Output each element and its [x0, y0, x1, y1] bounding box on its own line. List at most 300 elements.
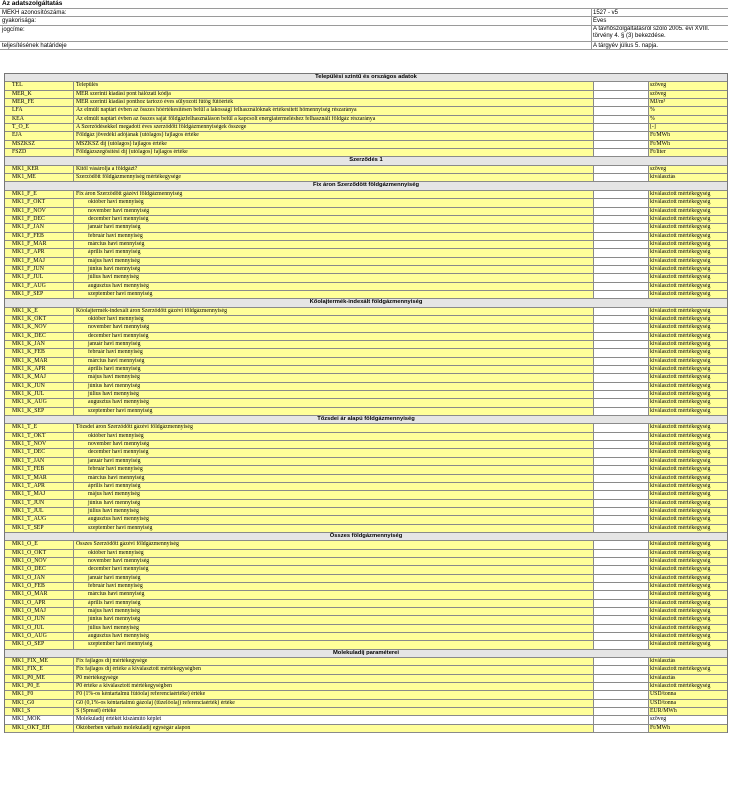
field-unit: szöveg: [650, 82, 667, 89]
field-description: június havi mennyiség: [88, 616, 141, 623]
value-input-cell[interactable]: [594, 625, 648, 632]
value-input-cell[interactable]: [594, 283, 648, 290]
value-input-cell[interactable]: [594, 541, 648, 548]
field-unit: kiválasztott mértékegység: [650, 357, 711, 364]
field-unit: kiválasztott mértékegység: [650, 265, 711, 272]
value-input-cell[interactable]: [594, 266, 648, 273]
table-row: [4, 233, 728, 241]
field-code: MK1_F_JUL: [12, 274, 44, 281]
value-input-cell[interactable]: [594, 132, 648, 139]
field-description: Földgázszegősítési díj (utólagos) fajlagos értéke: [76, 149, 188, 156]
value-input-cell[interactable]: [594, 558, 648, 565]
field-description: április havi mennyiség: [88, 599, 141, 606]
field-unit: kiválasztott mértékegység: [650, 399, 711, 406]
value-input-cell[interactable]: [594, 107, 648, 114]
field-description: G0 (0,1%-os kéntartalmú gázolaj (tüzelőolaj) referenciaérték) értéke: [76, 699, 235, 706]
field-description: augusztus havi mennyiség: [88, 516, 149, 523]
field-unit: kiválasztott mértékegység: [650, 307, 711, 314]
value-input-cell[interactable]: [594, 475, 648, 482]
field-code: MK1_T_JAN: [12, 457, 45, 464]
field-unit: Ft/MWh: [650, 132, 670, 139]
field-description: október havi mennyiség: [88, 315, 144, 322]
field-unit: kiválasztott mértékegység: [650, 541, 711, 548]
value-input-cell[interactable]: [594, 591, 648, 598]
field-code: MK1_F_OKT: [12, 199, 46, 206]
field-code: MER_K: [12, 90, 32, 97]
field-description: január havi mennyiség: [88, 341, 141, 347]
value-input-cell[interactable]: [594, 191, 648, 198]
table-row: [4, 658, 728, 666]
header-value: 1527 - v5: [593, 9, 619, 16]
field-description: június havi mennyiség: [88, 499, 141, 506]
table-row: [4, 274, 728, 282]
field-description: augusztus havi mennyiség: [88, 399, 149, 406]
table-row: [4, 383, 728, 391]
field-unit: szöveg: [650, 716, 667, 723]
table-row: [4, 283, 728, 291]
value-input-cell[interactable]: [594, 258, 648, 265]
field-unit: kiválasztott mértékegység: [650, 608, 711, 614]
field-description: Kőolajtermék-indexált áron Szerződött gázévi földgázmennyiség: [76, 307, 227, 314]
field-code: MK1_F_MAJ: [12, 257, 45, 264]
table-row: [4, 641, 728, 649]
field-code: MK1_T_MAR: [12, 474, 47, 481]
table-row: [4, 525, 728, 533]
table-row: [4, 541, 728, 549]
table-row: [4, 625, 728, 633]
header-title-row: [0, 0, 728, 9]
field-unit: kiválasztott mértékegység: [650, 190, 711, 197]
value-input-cell[interactable]: [594, 216, 648, 223]
value-input-cell[interactable]: [594, 516, 648, 523]
table-row: [4, 82, 728, 90]
field-description: október havi mennyiség: [88, 549, 144, 556]
field-description: december havi mennyiség: [88, 215, 149, 222]
value-input-cell[interactable]: [594, 633, 648, 640]
table-row: [4, 174, 728, 182]
value-input-cell[interactable]: [594, 174, 648, 181]
value-input-cell[interactable]: [594, 124, 648, 131]
field-unit: kiválasztott mértékegység: [650, 240, 711, 247]
table-row: [4, 291, 728, 299]
field-unit: Ft/MWh: [650, 724, 670, 731]
field-unit: kiválasztott mértékegység: [650, 499, 711, 506]
table-row: [4, 324, 728, 332]
field-unit: kiválasztott mértékegység: [650, 432, 711, 439]
field-description: június havi mennyiség: [88, 382, 141, 389]
field-description: augusztus havi mennyiség: [88, 282, 149, 289]
field-description: Októberben várható molekuladíj egységár alapon: [76, 724, 191, 731]
table-row: [4, 308, 728, 316]
value-input-cell[interactable]: [594, 324, 648, 331]
table-row: [4, 433, 728, 441]
field-unit: kiválasztott mértékegység: [650, 624, 711, 631]
value-input-cell[interactable]: [594, 550, 648, 557]
header-value: A tárgyév július 5. napja.: [593, 42, 659, 49]
field-code: MK1_K_FEB: [12, 349, 45, 356]
field-unit: kiválasztott mértékegység: [650, 341, 711, 347]
section-header: [4, 650, 728, 658]
value-input-cell[interactable]: [594, 583, 648, 590]
field-description: MER szerinti kiadási pont hálózati kódja: [76, 90, 171, 97]
field-code: MK1_Ö_JAN: [12, 574, 45, 581]
field-description: március havi mennyiség: [88, 591, 145, 598]
header-row: [0, 42, 728, 51]
table-row: [4, 441, 728, 449]
field-unit: kiválasztott mértékegység: [650, 199, 711, 206]
field-code: MK1_T_MAJ: [12, 491, 46, 498]
field-description: Fix fajlagos díj mértékegysége: [76, 658, 148, 665]
field-code: MER_FÉ: [12, 99, 35, 106]
value-input-cell[interactable]: [594, 308, 648, 315]
field-unit: kiválasztott mértékegység: [650, 324, 711, 331]
field-unit: kiválasztott mértékegység: [650, 249, 711, 256]
value-input-cell[interactable]: [594, 566, 648, 573]
section-title: Összes földgázmennyiség: [329, 532, 403, 539]
field-description: S (Spread) értéke: [76, 708, 117, 715]
value-input-cell[interactable]: [594, 458, 648, 465]
value-input-cell[interactable]: [594, 491, 648, 498]
table-row: [4, 491, 728, 499]
header-label: gyakorisága:: [2, 18, 37, 24]
table-row: [4, 241, 728, 249]
value-input-cell[interactable]: [594, 241, 648, 248]
field-code: MK1_T_SEP: [12, 524, 44, 531]
value-input-cell[interactable]: [594, 449, 648, 456]
field-description: május havi mennyiség: [88, 374, 140, 381]
section-header: [4, 182, 728, 190]
field-unit: kiválasztott mértékegység: [650, 290, 711, 297]
value-input-cell[interactable]: [594, 675, 648, 682]
field-code: MK1_F_JAN: [12, 224, 44, 231]
value-input-cell[interactable]: [594, 466, 648, 473]
field-description: november havi mennyiség: [88, 324, 150, 331]
value-input-cell[interactable]: [594, 274, 648, 281]
field-code: MK1_Ö_AUG: [12, 633, 47, 640]
field-code: MK1_K_E: [12, 307, 38, 314]
table-row: [4, 666, 728, 674]
field-unit: kiválasztott mértékegység: [650, 633, 711, 640]
field-unit: USD/tonna: [650, 691, 677, 698]
field-description: december havi mennyiség: [88, 566, 149, 573]
field-description: MSZKSZ díj (utólagos) fajlagos értéke: [76, 140, 167, 147]
value-input-cell[interactable]: [594, 616, 648, 623]
field-code: MK1_F_MAR: [12, 240, 47, 247]
field-code: MK1_T_DEC: [12, 449, 46, 456]
field-unit: kiválasztott mértékegység: [650, 349, 711, 356]
table-row: [4, 449, 728, 457]
field-code: MK1_K_MAR: [12, 357, 48, 364]
table-row: [4, 208, 728, 216]
field-description: október havi mennyiség: [88, 432, 144, 439]
field-code: MK1_Ö_OKT: [12, 549, 47, 556]
header-label: jogcíme:: [2, 26, 25, 33]
table-row: [4, 575, 728, 583]
field-code: MK1_K_DEC: [12, 332, 46, 339]
field-description: március havi mennyiség: [88, 357, 145, 364]
field-description: július havi mennyiség: [88, 274, 139, 281]
value-input-cell[interactable]: [594, 683, 648, 690]
field-unit: %: [650, 107, 655, 114]
value-input-cell[interactable]: [594, 500, 648, 507]
value-input-cell[interactable]: [594, 358, 648, 365]
field-description: június havi mennyiség: [88, 265, 141, 272]
field-unit: kiválasztott mértékegység: [650, 466, 711, 473]
table-row: [4, 583, 728, 591]
field-unit: kiválasztott mértékegység: [650, 424, 711, 431]
field-description: január havi mennyiség: [88, 457, 141, 464]
field-description: július havi mennyiség: [88, 624, 139, 631]
value-input-cell[interactable]: [594, 708, 648, 715]
field-unit: kiválasztott mértékegység: [650, 207, 711, 214]
field-code: MK1_K_JUN: [12, 382, 45, 389]
field-code: MK1_F_APR: [12, 249, 45, 256]
field-description: Település: [76, 82, 99, 89]
field-description: október havi mennyiség: [88, 199, 144, 206]
field-code: MK1_K_AUG: [12, 399, 47, 406]
value-input-cell[interactable]: [594, 433, 648, 440]
value-input-cell[interactable]: [594, 99, 648, 106]
table-row: [4, 99, 728, 107]
table-row: [4, 683, 728, 691]
field-unit: kiválasztott mértékegység: [650, 599, 711, 606]
field-description: december havi mennyiség: [88, 332, 149, 339]
table-row: [4, 725, 728, 733]
field-code: MK1_T_NOV: [12, 441, 47, 448]
field-unit: kiválasztott mértékegység: [650, 215, 711, 222]
field-description: Az elmúlt naptári évben az összes hőértékesítésen belül a lakossági felhasználóknak értékesített hőmennyiség részaránya: [76, 107, 357, 114]
field-description: Tőzsdei áron Szerződött gázévi földgázmennyiség: [76, 424, 193, 431]
field-description: február havi mennyiség: [88, 349, 143, 356]
field-code: MK1_ME: [12, 174, 36, 181]
value-input-cell[interactable]: [594, 341, 648, 348]
table-row: [4, 141, 728, 149]
section-header: [4, 74, 728, 82]
field-description: január havi mennyiség: [88, 224, 141, 231]
field-code: MK1_F_DEC: [12, 215, 45, 222]
field-description: február havi mennyiség: [88, 232, 143, 239]
field-description: szeptember havi mennyiség: [88, 641, 153, 648]
field-code: EJA: [12, 132, 22, 139]
field-description: szeptember havi mennyiség: [88, 524, 153, 531]
value-input-cell[interactable]: [594, 208, 648, 215]
field-description: Összes Szerződött gázévi földgázmennyiség: [76, 541, 179, 548]
table-row: [4, 691, 728, 699]
field-code: MK1_P0_É: [12, 683, 40, 690]
field-description: Földgáz jövedéki adójának (utólagos) fajlagos értéke: [76, 132, 199, 139]
value-input-cell[interactable]: [594, 141, 648, 148]
field-description: május havi mennyiség: [88, 257, 140, 264]
table-row: [4, 558, 728, 566]
field-description: november havi mennyiség: [88, 557, 150, 564]
field-description: április havi mennyiség: [88, 482, 141, 489]
section-title: Tőzsdei ár alapú földgázmennyiség: [317, 416, 415, 423]
field-description: augusztus havi mennyiség: [88, 633, 149, 640]
field-description: Szerződött földgázmennyiség mértékegysége: [76, 174, 181, 181]
field-description: április havi mennyiség: [88, 366, 141, 373]
table-row: [4, 149, 728, 157]
value-input-cell[interactable]: [594, 224, 648, 231]
value-input-cell[interactable]: [594, 725, 648, 732]
field-code: MK1_Ö_NOV: [12, 557, 47, 564]
value-input-cell[interactable]: [594, 116, 648, 123]
section-title: Szerződés 1: [349, 157, 383, 164]
field-code: MK1_K_APR: [12, 366, 46, 373]
field-code: MK1_FIX_ME: [12, 658, 49, 665]
table-row: [4, 458, 728, 466]
field-code: TEL: [12, 82, 23, 89]
table-row: [4, 483, 728, 491]
value-input-cell[interactable]: [594, 166, 648, 173]
header-value: Éves: [593, 18, 607, 24]
field-description: december havi mennyiség: [88, 449, 149, 456]
section-header: [4, 157, 728, 165]
table-row: [4, 91, 728, 99]
table-row: [4, 316, 728, 324]
field-unit: kiválasztott mértékegység: [650, 549, 711, 556]
table-row: [4, 708, 728, 716]
field-code: MK1_T_APR: [12, 482, 45, 489]
table-row: [4, 374, 728, 382]
header-row: [0, 9, 728, 18]
value-input-cell[interactable]: [594, 399, 648, 406]
value-input-cell[interactable]: [594, 483, 648, 490]
field-code: MK1_G0: [12, 699, 35, 706]
value-input-cell[interactable]: [594, 383, 648, 390]
field-code: MK1_T_JUL: [12, 507, 44, 514]
field-unit: kiválasztott mértékegység: [650, 232, 711, 239]
value-input-cell[interactable]: [594, 349, 648, 356]
table-row: [4, 516, 728, 524]
value-input-cell[interactable]: [594, 199, 648, 206]
field-code: MK1_Ö_FEB: [12, 582, 45, 589]
value-input-cell[interactable]: [594, 716, 648, 723]
field-unit: kiválasztás: [650, 674, 676, 681]
value-input-cell[interactable]: [594, 441, 648, 448]
value-input-cell[interactable]: [594, 424, 648, 431]
table-row: [4, 341, 728, 349]
field-unit: kiválasztott mértékegység: [650, 474, 711, 481]
value-input-cell[interactable]: [594, 700, 648, 707]
table-row: [4, 475, 728, 483]
value-input-cell[interactable]: [594, 249, 648, 256]
value-input-cell[interactable]: [594, 525, 648, 532]
table-row: [4, 508, 728, 516]
field-code: MK1_K_JUL: [12, 391, 45, 398]
field-code: MK1_MOK: [12, 716, 41, 723]
field-unit: kiválasztott mértékegység: [650, 391, 711, 398]
field-description: F0 (1%-os kéntartalmú fűtőolaj referenciaértéke) értéke: [76, 691, 206, 698]
field-unit: kiválasztott mértékegység: [650, 482, 711, 489]
value-input-cell[interactable]: [594, 575, 648, 582]
field-unit: kiválasztott mértékegység: [650, 507, 711, 514]
field-unit: kiválasztott mértékegység: [650, 382, 711, 389]
field-unit: kiválasztott mértékegység: [650, 282, 711, 289]
table-row: [4, 258, 728, 266]
field-code: MK1_F_FEB: [12, 232, 44, 239]
table-row: [4, 166, 728, 174]
field-code: MK1_F_NOV: [12, 207, 46, 214]
field-code: MK1_OKT_ÉH: [12, 724, 50, 731]
field-unit: MJ/m³: [650, 99, 666, 106]
table-row: [4, 358, 728, 366]
header-row: [0, 26, 728, 42]
table-row: [4, 616, 728, 624]
value-input-cell[interactable]: [594, 291, 648, 298]
field-description: Kitöl vásárolja a földgázt?: [76, 165, 138, 172]
field-code: MK1_F_JUN: [12, 265, 44, 272]
value-input-cell[interactable]: [594, 600, 648, 607]
field-unit: %: [650, 115, 655, 122]
header-row: [0, 17, 728, 26]
value-input-cell[interactable]: [594, 333, 648, 340]
field-description: május havi mennyiség: [88, 491, 140, 498]
value-input-cell[interactable]: [594, 91, 648, 98]
value-input-cell[interactable]: [594, 508, 648, 515]
field-code: MK1_Ö_JUN: [12, 616, 45, 623]
field-unit: szöveg: [650, 90, 667, 97]
field-unit: kiválasztott mértékegység: [650, 441, 711, 448]
field-code: MK1_S: [12, 708, 31, 715]
value-input-cell[interactable]: [594, 641, 648, 648]
table-row: [4, 366, 728, 374]
header-label: MEKH azonosítószáma:: [2, 9, 67, 16]
value-input-cell[interactable]: [594, 316, 648, 323]
value-input-cell[interactable]: [594, 82, 648, 89]
value-input-cell[interactable]: [594, 149, 648, 156]
field-unit: kiválasztott mértékegység: [650, 641, 711, 648]
field-code: MK1_Ö_E: [12, 541, 38, 548]
value-input-cell[interactable]: [594, 691, 648, 698]
field-description: Az elmúlt naptári évben az összes saját földgázfelhasználáson belül a kapcsolt energiatermeléshez felhasznált földgáz részaránya: [76, 115, 376, 122]
value-input-cell[interactable]: [594, 408, 648, 415]
field-description: november havi mennyiség: [88, 441, 150, 448]
field-unit: kiválasztott mértékegység: [650, 332, 711, 339]
field-code: MK1_F_SEP: [12, 290, 44, 297]
field-unit: kiválasztott mértékegység: [650, 315, 711, 322]
value-input-cell[interactable]: [594, 666, 648, 673]
table-row: [4, 199, 728, 207]
field-unit: EUR/MWh: [650, 708, 677, 715]
field-unit: kiválasztott mértékegység: [650, 524, 711, 531]
value-input-cell[interactable]: [594, 233, 648, 240]
value-input-cell[interactable]: [594, 658, 648, 665]
field-description: P0 értéke a kiválasztott mértékegységben: [76, 683, 172, 690]
table-row: [4, 500, 728, 508]
field-code: MK1_K_NOV: [12, 324, 47, 331]
data-table: [4, 73, 728, 733]
field-unit: szöveg: [650, 165, 667, 172]
value-input-cell[interactable]: [594, 374, 648, 381]
field-description: P0 mértékegysége: [76, 674, 119, 681]
table-row: [4, 600, 728, 608]
field-unit: kiválasztott mértékegység: [650, 366, 711, 373]
table-row: [4, 216, 728, 224]
value-input-cell[interactable]: [594, 608, 648, 615]
field-unit: kiválasztott mértékegység: [650, 666, 711, 673]
table-row: [4, 566, 728, 574]
table-row: [4, 116, 728, 124]
field-unit: kiválasztott mértékegység: [650, 591, 711, 598]
field-code: MK1_K_OKT: [12, 315, 47, 322]
field-description: február havi mennyiség: [88, 466, 143, 473]
section-header: [4, 533, 728, 541]
field-description: július havi mennyiség: [88, 391, 139, 398]
value-input-cell[interactable]: [594, 366, 648, 373]
field-unit: kiválasztás: [650, 658, 676, 665]
field-unit: kiválasztott mértékegység: [650, 557, 711, 564]
value-input-cell[interactable]: [594, 391, 648, 398]
